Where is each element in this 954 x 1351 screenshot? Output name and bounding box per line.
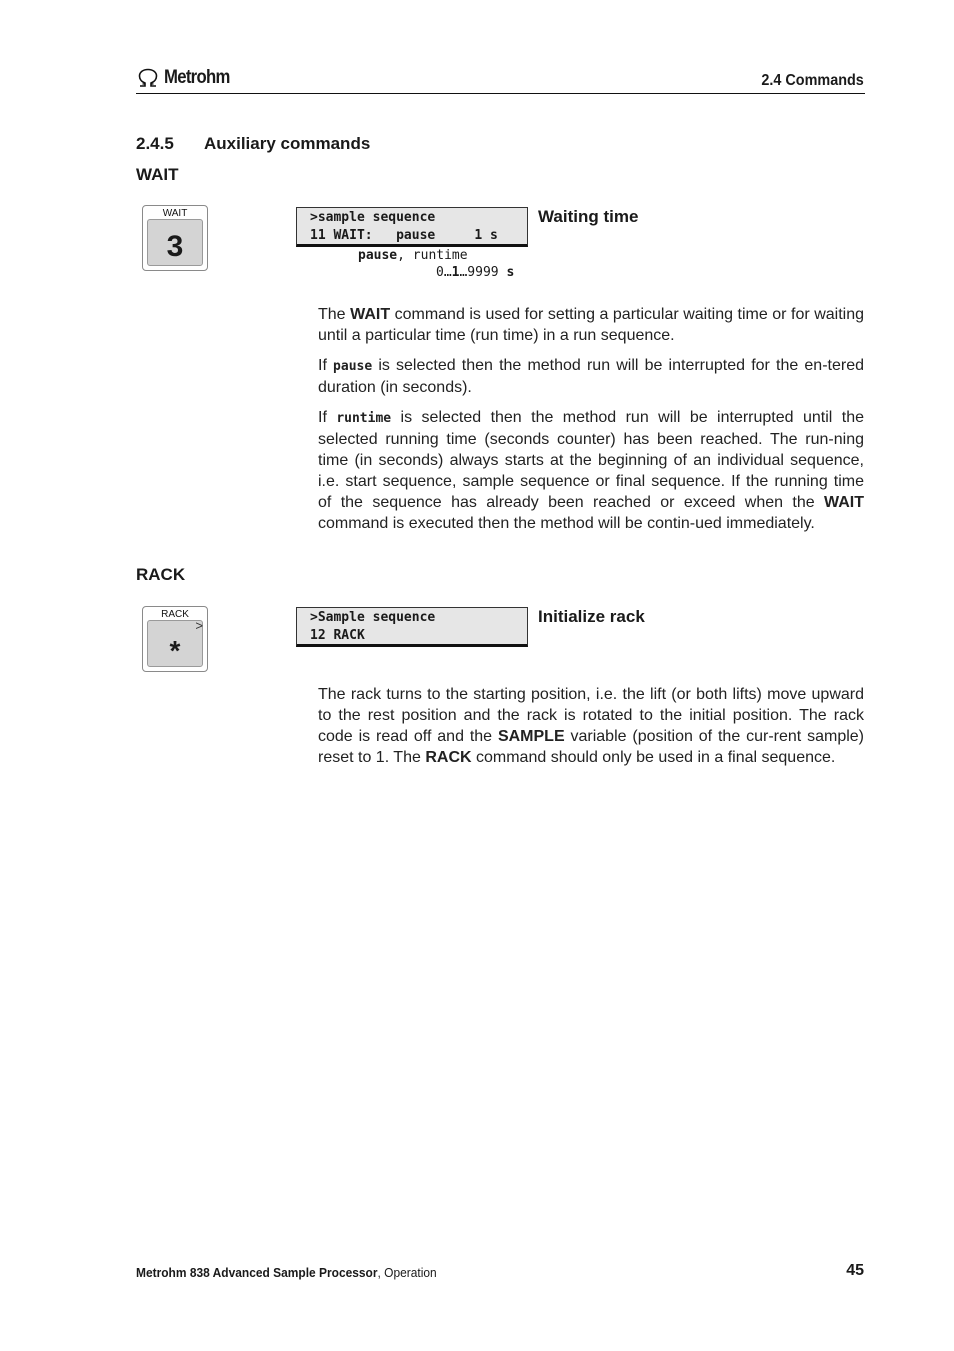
wait-heading: WAIT [136, 165, 179, 184]
wait-range-unit: s [506, 265, 515, 280]
footer-suffix: , Operation [377, 1265, 437, 1280]
metrohm-logo [136, 66, 239, 90]
wait-key-cap [147, 219, 203, 266]
rack-key-image [142, 606, 208, 672]
rack-display-line1: >Sample sequence [310, 610, 436, 625]
wait-paragraph-3: If runtime is selected then the method run will be interrupted until the selected running time (seconds counter) has been reached. The run-ning time (in seconds) always starts at the beginning of an individual sequence, i.e. start sequence, sample sequence or final sequence. If the running time of the sequence has already been reached or exceed when the WAIT command is executed then the method will be contin-ued immediately. [318, 409, 864, 532]
wait-option-pause: pause [358, 248, 398, 263]
rack-key-label: RACK [161, 609, 189, 620]
footer-product: Metrohm 838 Advanced Sample Processor [136, 1265, 378, 1280]
section-title: Auxiliary commands [204, 134, 371, 153]
wait-display [296, 207, 528, 247]
rack-heading: RACK [136, 565, 186, 584]
page-number: 45 [846, 1262, 864, 1279]
section-heading [136, 134, 370, 154]
omega-icon [136, 68, 160, 88]
wait-description [318, 304, 864, 543]
rack-side-title: Initialize rack [538, 607, 645, 626]
wait-paragraph-2: If pause is selected then the method run will be interrupted for the en-tered duration (in seconds). [318, 357, 864, 396]
wait-options [358, 248, 468, 263]
rack-display-line2: 12 RACK [310, 628, 365, 643]
header-divider [136, 93, 865, 94]
wait-paragraph-1: The WAIT command is used for setting a particular waiting time or for waiting until a particular time (run time) in a run sequence. [318, 306, 865, 344]
brand-name: Metrohm [164, 67, 230, 88]
wait-range [436, 265, 514, 280]
rack-display [296, 607, 528, 647]
wait-display-line2: 11 WAIT: pause 1 s [310, 228, 498, 243]
footer-text [136, 1265, 437, 1280]
rack-key-arrow: > [195, 618, 203, 633]
wait-option-runtime: , runtime [397, 248, 468, 263]
wait-key-image [142, 205, 208, 271]
section-number: 2.4.5 [136, 134, 174, 153]
wait-range-max: …9999 [459, 265, 507, 280]
wait-range-min: 0… [436, 265, 452, 280]
section-reference: 2.4 Commands [761, 72, 864, 89]
wait-key-label: WAIT [162, 208, 188, 219]
wait-display-line1: >sample sequence [310, 210, 436, 225]
rack-paragraph-1: The rack turns to the starting position, i.e. the lift (or both lifts) move upward to the rest position and the rack is rotated to the initial position. The rack code is read off and the SAMPLE variable (position of the cur-rent sample) reset to 1. The RACK command should only be used in a final sequence. [318, 686, 864, 766]
rack-key-char: * [169, 635, 181, 666]
wait-side-title: Waiting time [538, 207, 639, 226]
rack-description [318, 684, 864, 777]
wait-key-char: 3 [166, 230, 184, 263]
wait-range-default: 1 [451, 265, 460, 280]
